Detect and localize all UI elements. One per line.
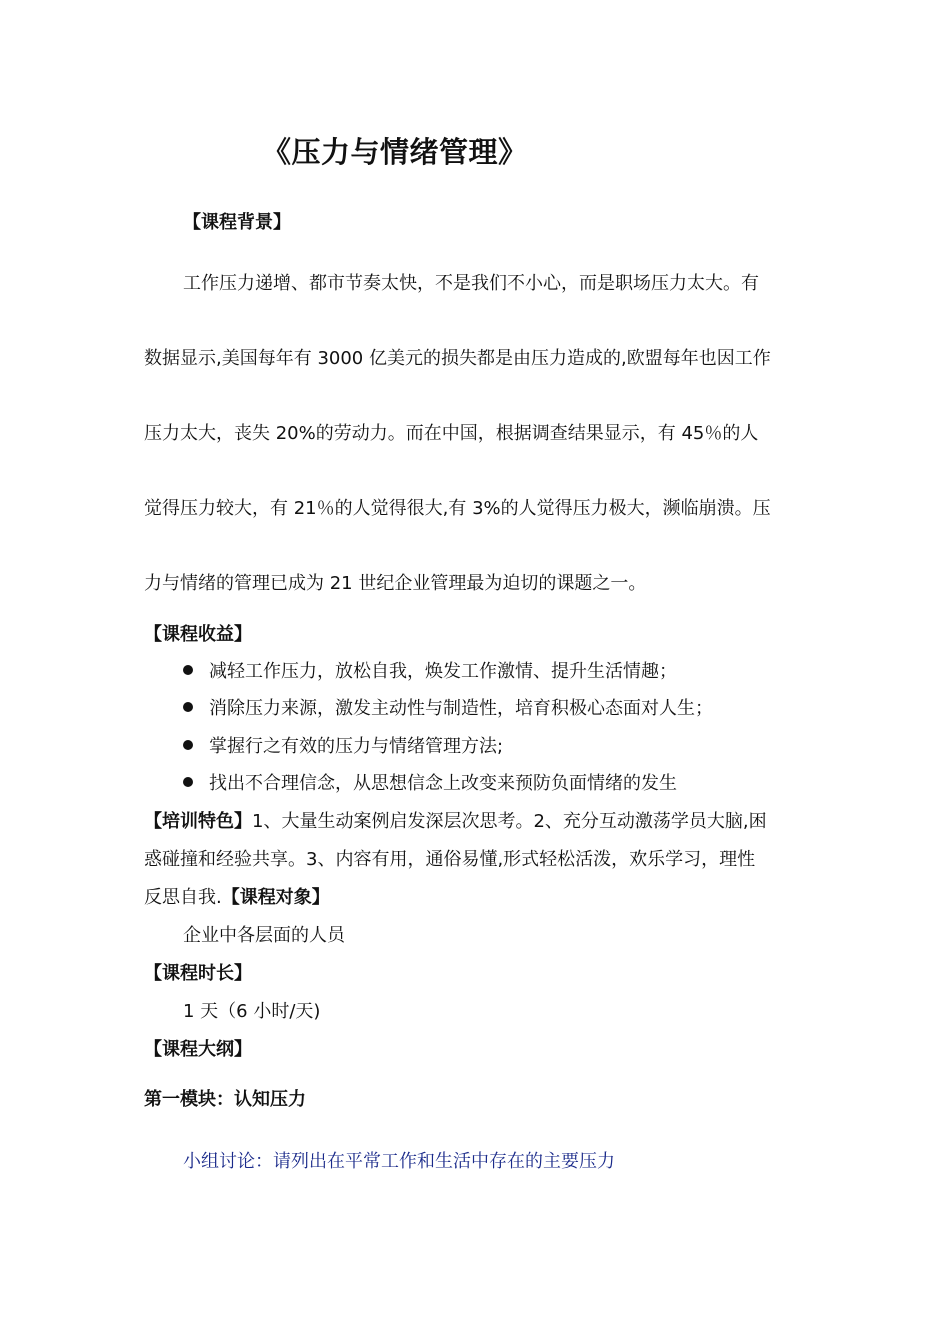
module-1-heading: 第一模块：认知压力 [144,1089,306,1110]
bullet-icon [183,740,193,750]
benefit-text: 消除压力来源，激发主动性与制造性，培育积极心态面对人生； [209,698,713,719]
features-heading: 【培训特色】 [144,811,252,832]
features-text-1: 1、大量生动案例启发深层次思考。2、充分互动激荡学员大脑,困 [252,811,767,832]
group-discussion-text: 小组讨论：请列出在平常工作和生活中存在的主要压力 [183,1151,615,1172]
features-text-3: 反思自我. [144,887,222,908]
background-line-1: 工作压力递增、都市节奏太快，不是我们不小心，而是职场压力太大。有 [183,273,759,294]
benefit-item [183,732,503,758]
background-heading: 【课程背景】 [183,212,291,233]
features-line-1 [144,807,767,833]
audience-text: 企业中各层面的人员 [183,925,345,946]
benefit-item [183,769,677,795]
benefit-item [183,657,677,683]
benefit-text: 掌握行之有效的压力与情绪管理方法; [209,736,504,757]
page-title: 《压力与情绪管理》 [262,135,528,169]
bullet-icon [183,777,193,787]
background-line-4: 觉得压力较大，有 21％的人觉得很大,有 3%的人觉得压力极大，濒临崩溃。压 [144,498,771,519]
audience-heading: 【课程对象】 [221,887,330,908]
background-line-3: 压力太大，丧失 20%的劳动力。而在中国，根据调查结果显示，有 45％的人 [144,423,759,444]
duration-text: 1 天（6 小时/天) [183,1001,321,1022]
benefit-text: 减轻工作压力，放松自我，焕发工作激情、提升生活情趣； [209,661,677,682]
duration-heading: 【课程时长】 [144,963,252,984]
features-line-2: 惑碰撞和经验共享。3、内容有用，通俗易懂,形式轻松活泼，欢乐学习，理性 [144,849,756,870]
background-line-2: 数据显示,美国每年有 3000 亿美元的损失都是由压力造成的,欧盟每年也因工作 [144,348,771,369]
bullet-icon [183,665,193,675]
features-line-3 [144,883,330,909]
outline-heading: 【课程大纲】 [144,1039,252,1060]
benefit-text: 找出不合理信念，从思想信念上改变来预防负面情绪的发生 [209,773,677,794]
background-line-5: 力与情绪的管理已成为 21 世纪企业管理最为迫切的课题之一。 [144,573,647,594]
bullet-icon [183,702,193,712]
benefit-item [183,694,713,720]
benefits-heading: 【课程收益】 [144,624,252,645]
